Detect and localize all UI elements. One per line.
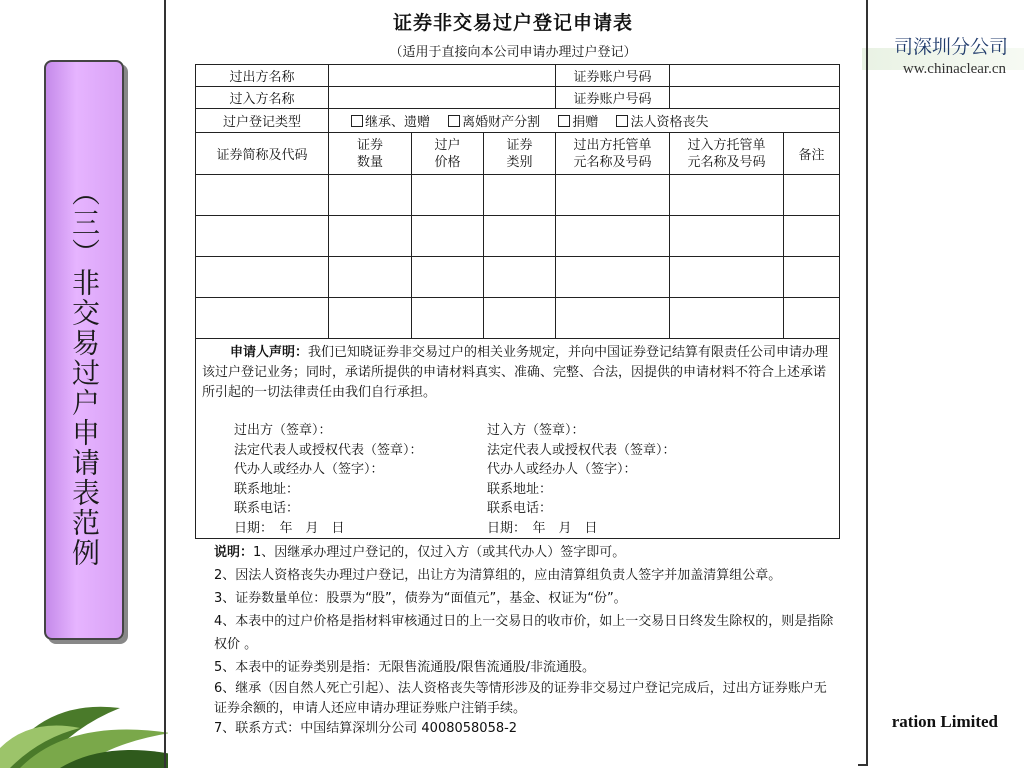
sig-left-legal-rep: 法定代表人或授权代表（签章）：	[234, 442, 423, 458]
transferee-name-value	[329, 87, 556, 109]
note-item: 6、继承（因自然人死亡引起）、法人资格丧失等情形涉及的证券非交易过户登记完成后，过出方证券账户无证券余额的，申请人还应申请办理证券账户注销手续。	[214, 681, 827, 716]
table-row	[196, 175, 840, 216]
notes-lead: 说明：	[214, 545, 254, 560]
application-form-table	[195, 64, 840, 539]
brand-company-name: 司深圳分公司	[893, 36, 1008, 58]
sig-left-phone: 联系电话：	[234, 501, 300, 516]
table-row	[196, 216, 840, 257]
sig-left-address: 联系地址：	[234, 481, 300, 497]
leaf-decoration-icon	[0, 678, 190, 768]
declaration-body: 我们已知晓证券非交易过户的相关业务规定，并向中国证券登记结算有限责任公司申请办理该过户登记业务；同时，承诺所提供的申请材料真实、准确、完整、合法，因提供的申请材料不符合上述承诺所引起的一切法律责任由我们自行承担。	[202, 345, 829, 400]
slide-frame-left	[164, 0, 166, 768]
sig-right-address: 联系地址：	[487, 481, 553, 497]
col-category: 证券 类别	[484, 133, 556, 175]
type-option-legal-person[interactable]: 法人资格丧失	[616, 115, 708, 130]
transfer-type-options	[329, 109, 840, 133]
note-item: 4、本表中的过户价格是指材料审核通过日的上一交易日的收市价，如上一交易日日终发生除权的，则是指除权价 。	[214, 614, 834, 652]
checkbox-icon	[616, 115, 628, 127]
type-option-donation[interactable]: 捐赠	[558, 115, 598, 130]
brand-english-name: ration Limited	[891, 712, 998, 731]
transferee-account-value	[670, 87, 840, 109]
transferor-name-label: 过出方名称	[196, 65, 329, 87]
form-title: 证券非交易过户登记申请表	[392, 12, 633, 34]
sig-right-date: 日期： 年 月 日	[487, 520, 598, 536]
sig-left-transferor: 过出方（签章）：	[234, 423, 332, 438]
col-security-name: 证券简称及代码	[196, 133, 329, 175]
sig-right-agent: 代办人或经办人（签字）：	[487, 462, 637, 477]
col-transferee-unit: 过入方托管单 元名称及号码	[670, 133, 784, 175]
checkbox-icon	[351, 115, 363, 127]
section-title: （三）非交易过户申请表范例	[68, 178, 101, 568]
declaration-section	[196, 339, 840, 539]
type-option-inheritance[interactable]: 继承、遗赠	[351, 115, 430, 130]
col-price: 过户 价格	[412, 133, 484, 175]
sig-right-legal-rep: 法定代表人或授权代表（签章）：	[487, 442, 676, 458]
transferor-account-value	[670, 65, 840, 87]
col-remarks: 备注	[784, 133, 840, 175]
sig-left-agent: 代办人或经办人（签字）：	[234, 462, 384, 477]
column-header-row	[196, 133, 840, 175]
checkbox-icon	[558, 115, 570, 127]
sig-right-phone: 联系电话：	[487, 501, 553, 516]
checkbox-icon	[448, 115, 460, 127]
note-item: 说明：1、因继承办理过户登记的，仅过入方（或其代办人）签字即可。	[214, 545, 626, 560]
transferor-name-value	[329, 65, 556, 87]
col-quantity: 证券 数量	[329, 133, 412, 175]
sig-left-date: 日期： 年 月 日	[234, 520, 345, 536]
note-item: 7、联系方式：中国结算深圳分公司 4008058058-2	[214, 721, 518, 736]
transferor-account-label: 证券账户号码	[556, 65, 670, 87]
declaration-lead: 申请人声明：	[230, 345, 309, 360]
transferee-name-label: 过入方名称	[196, 87, 329, 109]
note-item: 5、本表中的证券类别是指：无限售流通股/限售流通股/非流通股。	[214, 660, 596, 675]
sig-right-transferee: 过入方（签章）：	[487, 423, 585, 438]
transfer-type-label: 过户登记类型	[196, 109, 329, 133]
brand-website: ww.chinaclear.cn	[902, 61, 1006, 77]
transferee-account-label: 证券账户号码	[556, 87, 670, 109]
note-item: 2、因法人资格丧失办理过户登记，出让方为清算组的，应由清算组负责人签字并加盖清算组公章。	[214, 568, 782, 583]
table-row	[196, 257, 840, 298]
notes-section	[214, 541, 834, 739]
application-form-document	[168, 0, 858, 768]
form-subtitle: （适用于直接向本公司申请办理过户登记）	[389, 45, 637, 60]
signature-block	[202, 421, 833, 538]
declaration-text	[202, 343, 833, 403]
table-row	[196, 298, 840, 339]
note-item: 3、证券数量单位：股票为“股”，债券为“面值元”，基金、权证为“份”。	[214, 591, 627, 606]
slide-frame-right	[858, 0, 868, 766]
col-transferor-unit: 过出方托管单 元名称及号码	[556, 133, 670, 175]
type-option-divorce[interactable]: 离婚财产分割	[448, 115, 540, 130]
section-title-panel	[44, 60, 124, 640]
